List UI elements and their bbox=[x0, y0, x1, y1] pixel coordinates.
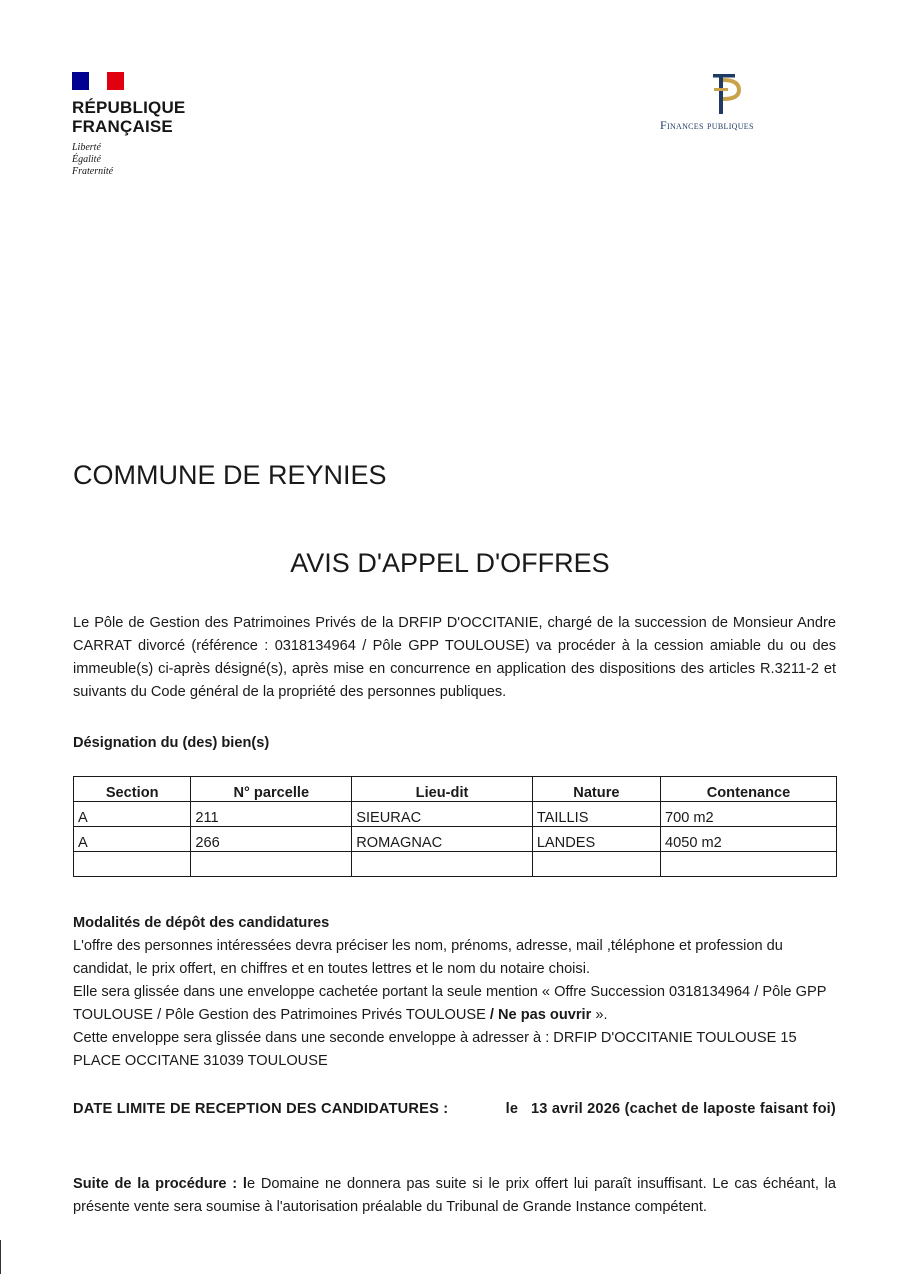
cell-section: A bbox=[74, 827, 191, 852]
cell-nature: TAILLIS bbox=[532, 802, 660, 827]
col-contenance: Contenance bbox=[660, 777, 836, 802]
intro-paragraph: Le Pôle de Gestion des Patrimoines Privés de la DRFIP D'OCCITANIE, chargé de la succession de Monsieur Andre CARRAT divorcé (référence : 0318134964 / Pôle GPP TOULOUSE) va procéder à la cession amiable du ou des immeuble(s) ci-après désigné(s), après mise en concurrence en application des dispositions des articles R.3211-2 et suivants du Code général de la propriété des personnes publiques. bbox=[73, 615, 836, 700]
cell-section bbox=[74, 852, 191, 877]
republique-francaise-logo bbox=[72, 72, 202, 178]
modalites-paragraph-3: Cette enveloppe sera glissée dans une seconde enveloppe à adresser à : DRFIP D'OCCITANIE TOULOUSE 15 PLACE OCCITANE 31039 TOULOUSE bbox=[73, 1030, 797, 1069]
page-title: AVIS D'APPEL D'OFFRES bbox=[290, 548, 610, 578]
deadline-line bbox=[73, 1101, 836, 1117]
suite-text: e Domaine ne donnera pas suite si le prix offert lui paraît insuffisant. Le cas échéant, la présente vente sera soumise à l'autorisation préalable du Tribunal de Grande Instance compétent. bbox=[73, 1176, 836, 1215]
motto-fraternite: Fraternité bbox=[72, 166, 114, 177]
suite-paragraph bbox=[73, 1173, 836, 1219]
modalites-paragraph-2 bbox=[73, 981, 836, 1027]
cell-lieu-dit bbox=[352, 852, 533, 877]
rf-name-line1: RÉPUBLIQUE bbox=[72, 98, 186, 117]
motto-egalite: Égalité bbox=[72, 154, 101, 165]
table-row bbox=[74, 852, 837, 877]
col-lieu-dit: Lieu-dit bbox=[352, 777, 533, 802]
finances-publiques-emblem-icon bbox=[705, 72, 745, 116]
cell-lieu-dit: SIEURAC bbox=[352, 802, 533, 827]
motto-liberte: Liberté bbox=[72, 142, 101, 153]
designation-heading: Désignation du (des) bien(s) bbox=[73, 735, 270, 751]
commune-heading: COMMUNE DE REYNIES bbox=[73, 460, 387, 490]
rf-motto bbox=[72, 142, 202, 178]
cell-lieu-dit: ROMAGNAC bbox=[352, 827, 533, 852]
col-parcelle: N° parcelle bbox=[191, 777, 352, 802]
republique-francaise-wordmark bbox=[72, 98, 202, 136]
finances-publiques-wordmark: Finances publiques bbox=[660, 118, 754, 132]
modalites-paragraph-1: L'offre des personnes intéressées devra préciser les nom, prénoms, adresse, mail ,téléphone et profession du candidat, le prix offert, en chiffres et en toutes lettres et le nom du notaire choisi. bbox=[73, 938, 783, 977]
col-nature: Nature bbox=[532, 777, 660, 802]
cell-nature: LANDES bbox=[532, 827, 660, 852]
deadline-value: le 13 avril 2026 (cachet de laposte faisant foi) bbox=[505, 1101, 836, 1117]
cell-parcelle bbox=[191, 852, 352, 877]
cell-nature bbox=[532, 852, 660, 877]
table-row bbox=[74, 827, 837, 852]
suite-heading: Suite de la procédure : l bbox=[73, 1176, 247, 1192]
cell-parcelle: 211 bbox=[191, 802, 352, 827]
col-section: Section bbox=[74, 777, 191, 802]
cell-parcelle: 266 bbox=[191, 827, 352, 852]
deadline-label: DATE LIMITE DE RECEPTION DES CANDIDATURES : bbox=[73, 1101, 449, 1117]
modalites-heading: Modalités de dépôt des candidatures bbox=[73, 915, 330, 931]
table-header-row bbox=[74, 777, 837, 802]
biens-table bbox=[73, 776, 837, 877]
modalites-section bbox=[73, 912, 836, 1073]
modalites-p2-bold: / Ne pas ouvrir bbox=[485, 1007, 596, 1023]
modalites-p2-start: Elle sera glissée dans une enveloppe cachetée portant la seule mention « Offre Succession 0318134964 / Pôle GPP TOULOUSE / Pôle Gestion des Patrimoines Privés TOULOUSE bbox=[73, 984, 827, 1023]
cell-contenance: 4050 m2 bbox=[660, 827, 836, 852]
cell-contenance: 700 m2 bbox=[660, 802, 836, 827]
page-edge-mark bbox=[0, 1240, 1, 1274]
modalites-p2-end: ». bbox=[595, 1007, 608, 1023]
table-row bbox=[74, 802, 837, 827]
finances-publiques-logo bbox=[660, 72, 790, 133]
marianne-flag-icon bbox=[72, 72, 124, 90]
cell-contenance bbox=[660, 852, 836, 877]
rf-name-line2: FRANÇAISE bbox=[72, 117, 173, 136]
cell-section: A bbox=[74, 802, 191, 827]
